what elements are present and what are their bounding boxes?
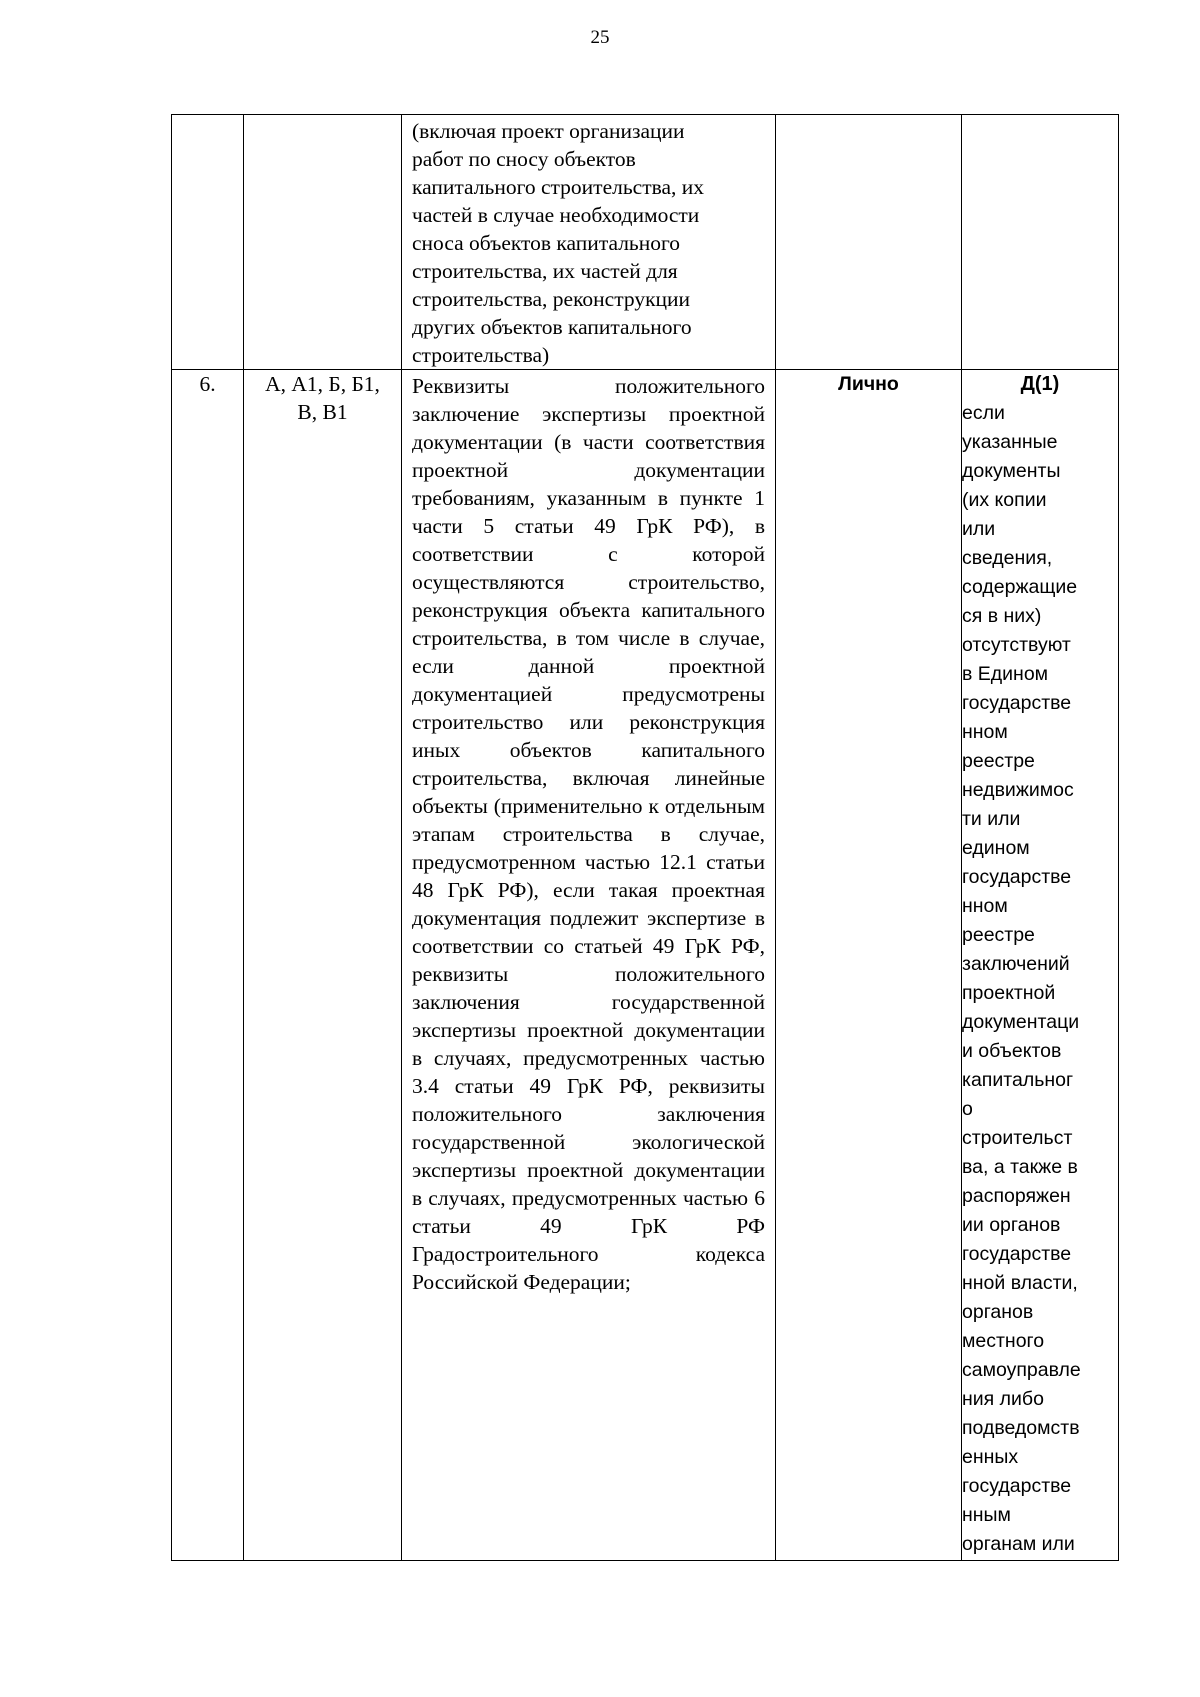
condition-line: (их копии: [962, 489, 1047, 511]
condition-line: нном: [962, 895, 1008, 917]
condition-line: едином: [962, 837, 1030, 859]
condition-line: капитальног: [962, 1069, 1074, 1091]
condition-line: отсутствуют: [962, 634, 1071, 656]
condition-line: реестре: [962, 750, 1035, 772]
condition-line: или: [962, 518, 996, 540]
categories-line-1: А, А1, Б, Б1,: [265, 372, 380, 396]
table-row-continuation: [172, 115, 1119, 370]
condition-line: о: [962, 1098, 973, 1120]
description-line: других объектов капитального: [412, 315, 692, 339]
condition-line: нной власти,: [962, 1272, 1078, 1294]
page-number: 25: [590, 27, 610, 48]
description-line: (включая проект организации: [412, 119, 685, 143]
condition-line: нным: [962, 1504, 1011, 1526]
method-cell-empty: [776, 115, 962, 370]
condition-code: Д(1): [1020, 373, 1060, 395]
condition-line: реестре: [962, 924, 1035, 946]
description-line: капитального строительства, их: [412, 175, 705, 199]
condition-line: государстве: [962, 866, 1072, 888]
condition-line: енных: [962, 1446, 1019, 1468]
condition-line: государстве: [962, 692, 1072, 714]
condition-line: государстве: [962, 1243, 1072, 1265]
condition-line: содержащие: [962, 576, 1078, 598]
condition-line: органам или: [962, 1533, 1075, 1555]
applicant-categories: [244, 370, 402, 1561]
condition-line: недвижимос: [962, 779, 1074, 801]
condition-cell: [962, 370, 1119, 1561]
condition-line: указанные: [962, 431, 1058, 453]
condition-line: проектной: [962, 982, 1056, 1004]
condition-line: органов: [962, 1301, 1034, 1323]
description-line: работ по сносу объектов: [412, 147, 636, 171]
condition-cell-empty: [962, 115, 1119, 370]
document-table: [171, 114, 1119, 1561]
category-cell-empty: [244, 115, 402, 370]
condition-line: документаци: [962, 1011, 1080, 1033]
condition-line: ся в них): [962, 605, 1042, 627]
table-row-6: [172, 370, 1119, 1561]
condition-line: нном: [962, 721, 1008, 743]
condition-line: документы: [962, 460, 1061, 482]
condition-line: самоуправле: [962, 1359, 1081, 1381]
condition-line: строительст: [962, 1127, 1073, 1149]
description-cell: [402, 370, 776, 1561]
condition-line: в Едином: [962, 663, 1049, 685]
description-line: частей в случае необходимости: [412, 203, 700, 227]
document-description: Реквизиты положительного заключение экспертизы проектной документации (в части соответствия проектной документации требованиям, указанным в пункте 1 части 5 статьи 49 ГрК РФ), в соответствии с которой осуществляются строительство, реконструкция объекта капитального строительства, в том числе в случае, если данной проектной документацией предусмотрены строительство или реконструкция иных объектов капитального строительства, включая линейные объекты (применительно к отдельным этапам строительства в случае, предусмотренном частью 12.1 статьи 48 ГрК РФ), если такая проектная документация подлежит экспертизе в соответствии со статьей 49 ГрК РФ, реквизиты положительного заключения государственной экспертизы проектной документации в случаях, предусмотренных частью 3.4 статьи 49 ГрК РФ, реквизиты положительного заключения государственной экологической экспертизы проектной документации в случаях, предусмотренных частью 6 статьи 49 ГрК РФ Градостроительного кодекса Российской Федерации;: [412, 374, 765, 1294]
submission-method: Лично: [776, 370, 962, 1561]
condition-line: распоряжен: [962, 1185, 1071, 1207]
number-cell-empty: [172, 115, 244, 370]
row-number: 6.: [172, 370, 244, 1561]
condition-line: и объектов: [962, 1040, 1062, 1062]
description-line: строительства, реконструкции: [412, 287, 691, 311]
description-line: сноса объектов капитального: [412, 231, 681, 255]
condition-line: ва, а также в: [962, 1156, 1078, 1178]
categories-line-2: В, В1: [297, 400, 348, 424]
condition-line: ти или: [962, 808, 1021, 830]
condition-line: сведения,: [962, 547, 1053, 569]
condition-line: заключений: [962, 953, 1070, 975]
description-line: строительства, их частей для: [412, 259, 678, 283]
condition-line: ния либо: [962, 1388, 1044, 1410]
condition-line: местного: [962, 1330, 1045, 1352]
condition-line: если: [962, 402, 1005, 424]
condition-line: государстве: [962, 1475, 1072, 1497]
condition-line: ии органов: [962, 1214, 1061, 1236]
condition-line: подведомств: [962, 1417, 1080, 1439]
description-cell-continuation: [402, 115, 776, 370]
description-line: строительства): [412, 343, 550, 367]
